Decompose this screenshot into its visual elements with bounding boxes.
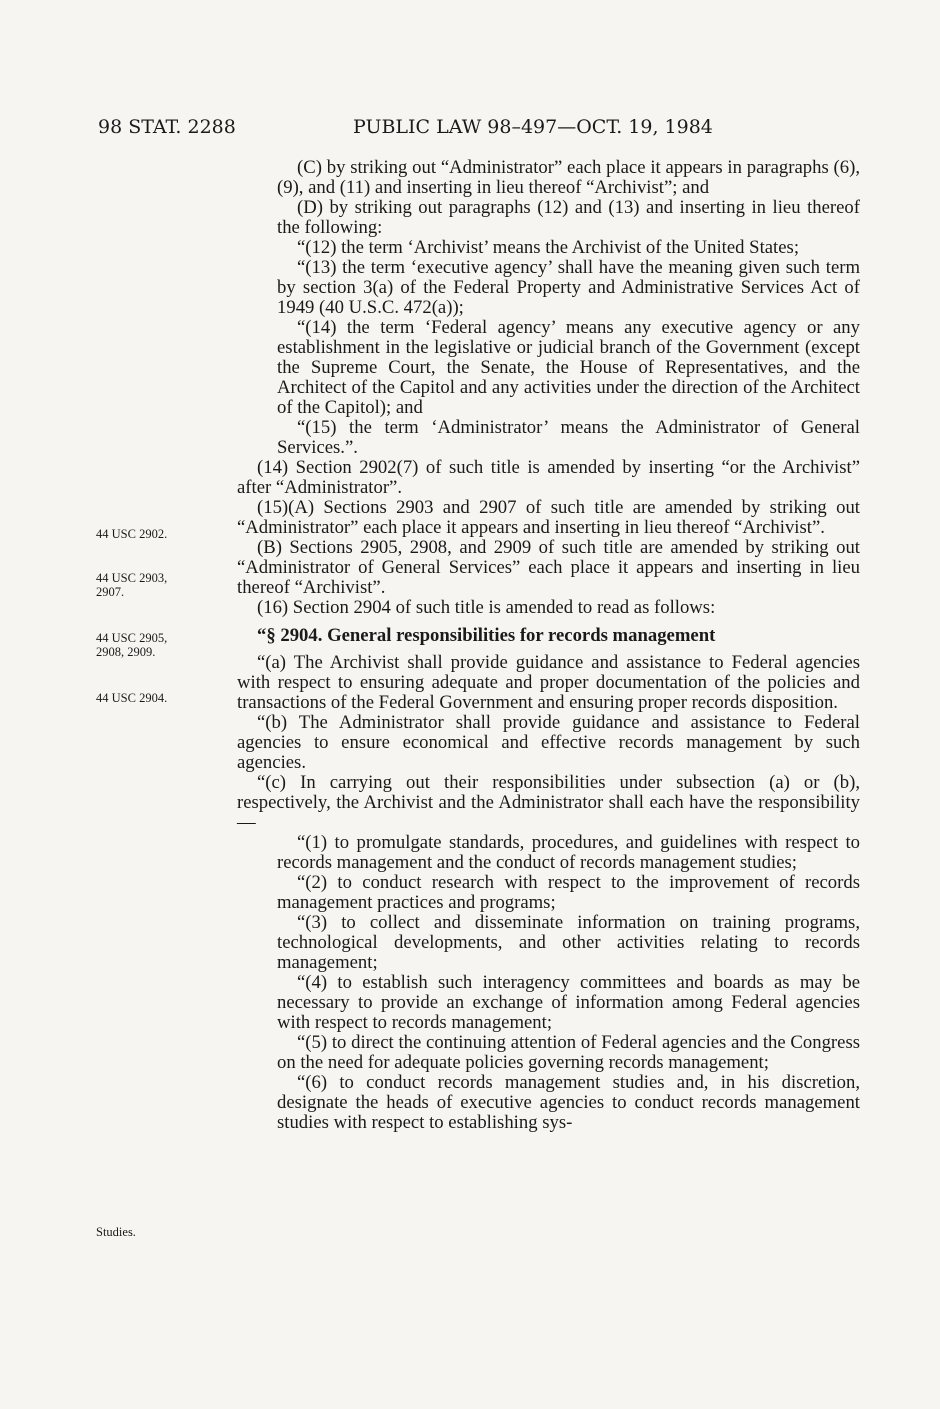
subsection-c: “(c) In carrying out their responsibilities under subsection (a) or (b), respectively, the Archivist and the Administrator shall each have the responsibility—: [237, 772, 860, 833]
margin-note-2904: 44 USC 2904.: [96, 691, 168, 705]
section-16: (16) Section 2904 of such title is amended to read as follows:: [257, 597, 716, 618]
responsibility-3: “(3) to collect and disseminate information on training programs, technological developments, and other activities relating to records management;: [277, 912, 860, 973]
paragraph-c: (C) by striking out “Administrator” each place it appears in paragraphs (6), (9), and (11) and inserting in lieu thereof “Archivist”; and: [277, 157, 860, 198]
responsibility-6: “(6) to conduct records management studies and, in his discretion, designate the heads of executive agencies to conduct records management studies with respect to establishing sys-: [277, 1072, 860, 1133]
responsibility-5: “(5) to direct the continuing attention of Federal agencies and the Congress on the need for adequate policies governing records management;: [277, 1032, 860, 1073]
margin-note-2902: 44 USC 2902.: [96, 527, 168, 541]
responsibility-4: “(4) to establish such interagency committees and boards as may be necessary to provide an exchange of information among Federal agencies with respect to records management;: [277, 972, 860, 1033]
responsibility-2: “(2) to conduct research with respect to the improvement of records management practices and programs;: [277, 872, 860, 913]
responsibility-1: “(1) to promulgate standards, procedures, and guidelines with respect to records management and the conduct of records management studies;: [277, 832, 860, 873]
subsection-b: “(b) The Administrator shall provide guidance and assistance to Federal agencies to ensure economical and effective records management by such agencies.: [237, 712, 860, 773]
margin-note-2905-line2: 2908, 2909.: [96, 645, 156, 659]
term-14: “(14) the term ‘Federal agency’ means any executive agency or any establishment in the legislative or judicial branch of the Government (except the Supreme Court, the Senate, the House of Representatives, and the Architect of the Capitol and any activities under the direction of the Architect of the Capitol); and: [277, 317, 860, 418]
page-header: [98, 112, 858, 142]
section-14: (14) Section 2902(7) of such title is amended by inserting “or the Archivist” after “Administrator”.: [237, 457, 860, 498]
section-2904-heading: “§ 2904. General responsibilities for records management: [257, 625, 716, 646]
margin-note-studies: Studies.: [96, 1225, 136, 1239]
term-15: “(15) the term ‘Administrator’ means the Administrator of General Services.”.: [277, 417, 860, 458]
term-12: “(12) the term ‘Archivist’ means the Archivist of the United States;: [297, 237, 800, 258]
margin-note-2903-line1: 44 USC 2903,: [96, 571, 168, 585]
section-15a: (15)(A) Sections 2903 and 2907 of such title are amended by striking out “Administrator” each place it appears and inserting in lieu thereof “Archivist”.: [237, 497, 860, 538]
document-body: [237, 158, 860, 1133]
subsection-a: “(a) The Archivist shall provide guidance and assistance to Federal agencies with respect to ensuring adequate and proper documentation of the policies and transactions of the Federal Government and ensuring proper records disposition.: [237, 652, 860, 713]
paragraph-d: (D) by striking out paragraphs (12) and (13) and inserting in lieu thereof the following:: [277, 197, 860, 238]
margin-note-2905-line1: 44 USC 2905,: [96, 631, 168, 645]
section-15b: (B) Sections 2905, 2908, and 2909 of such title are amended by striking out “Administrator of General Services” each place it appears and inserting in lieu thereof “Archivist”.: [237, 537, 860, 598]
term-13: “(13) the term ‘executive agency’ shall have the meaning given such term by section 3(a) of the Federal Property and Administrative Services Act of 1949 (40 U.S.C. 472(a));: [277, 257, 860, 318]
public-law-title: PUBLIC LAW 98–497—OCT. 19, 1984: [353, 116, 713, 138]
margin-note-2903-line2: 2907.: [96, 585, 125, 599]
stat-citation: 98 STAT. 2288: [98, 116, 236, 138]
